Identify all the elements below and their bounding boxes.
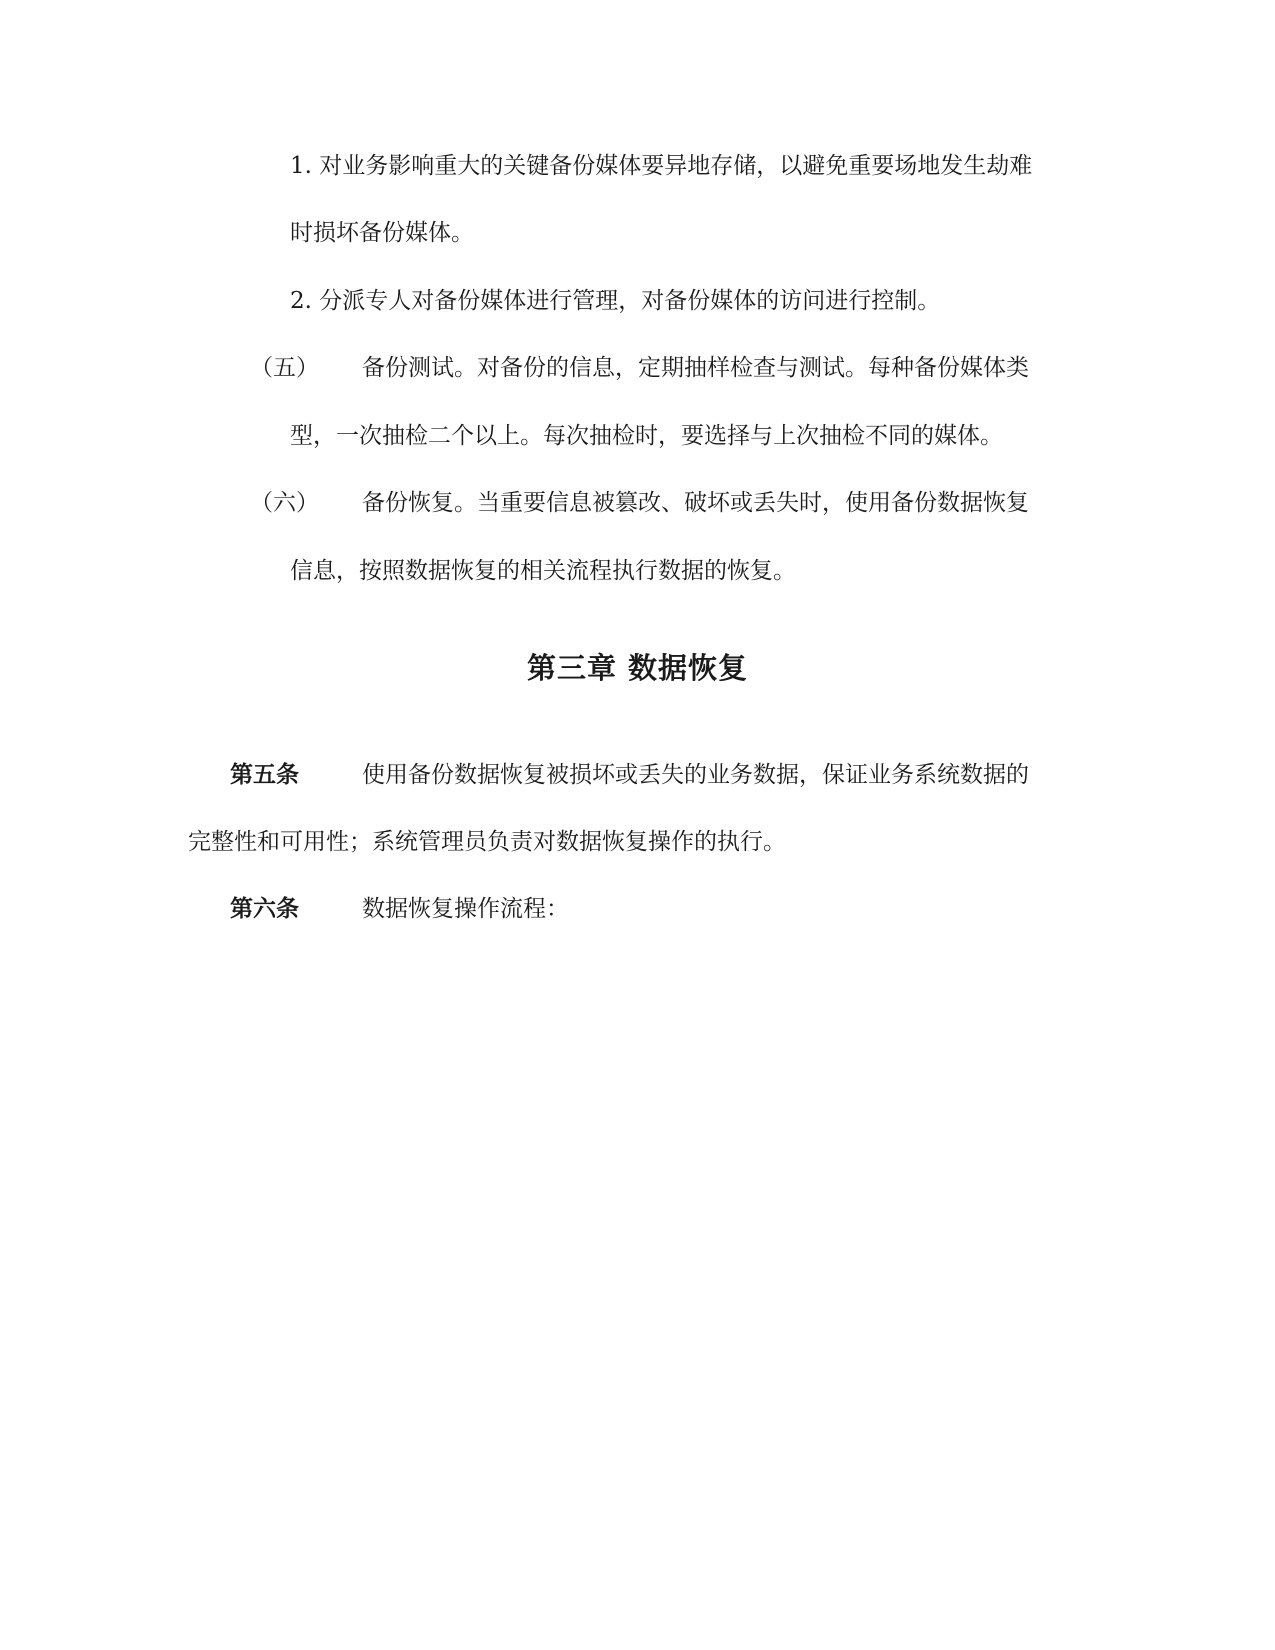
section-6-line-1: 备份恢复。当重要信息被篡改、破坏或丢失时，使用备份数据恢复 bbox=[362, 490, 1029, 516]
item-1-line-2: 时损坏备份媒体。 bbox=[290, 220, 474, 246]
article-5-line-1: 使用备份数据恢复被损坏或丢失的业务数据，保证业务系统数据的 bbox=[362, 762, 1029, 788]
section-6-line-2: 信息，按照数据恢复的相关流程执行数据的恢复。 bbox=[290, 558, 796, 584]
chapter-title: 第三章 数据恢复 bbox=[526, 651, 749, 685]
article-6-label: 第六条 bbox=[230, 895, 299, 922]
article-6-line-1: 数据恢复操作流程： bbox=[362, 896, 569, 922]
section-6-marker: （六） bbox=[250, 490, 319, 516]
item-1-line-1: 1. 对业务影响重大的关键备份媒体要异地存储，以避免重要场地发生劫难 bbox=[290, 153, 1033, 179]
article-5-line-2: 完整性和可用性；系统管理员负责对数据恢复操作的执行。 bbox=[188, 829, 786, 855]
section-5-line-2: 型，一次抽检二个以上。每次抽检时，要选择与上次抽检不同的媒体。 bbox=[290, 423, 1003, 449]
item-2-line-1: 2. 分派专人对备份媒体进行管理，对备份媒体的访问进行控制。 bbox=[290, 288, 941, 314]
article-5-label: 第五条 bbox=[230, 761, 299, 788]
section-5-marker: （五） bbox=[250, 355, 319, 381]
section-5-line-1: 备份测试。对备份的信息，定期抽样检查与测试。每种备份媒体类 bbox=[362, 355, 1029, 381]
